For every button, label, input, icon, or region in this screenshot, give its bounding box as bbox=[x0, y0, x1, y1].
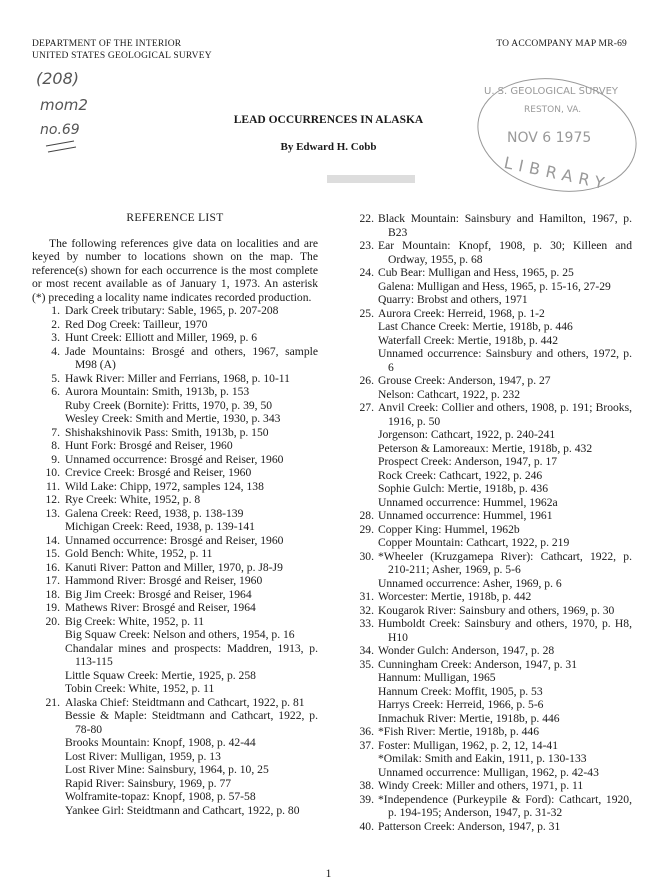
reference-entry bbox=[355, 266, 632, 307]
handwritten-line: mom2 bbox=[40, 96, 88, 114]
reference-entry bbox=[32, 331, 318, 345]
locality-reference: Worcester: Mertie, 1918b, p. 442 bbox=[378, 590, 532, 603]
left-column bbox=[32, 212, 318, 817]
locality-reference: Unnamed occurrence: Mulligan, 1962, p. 42-43 bbox=[378, 765, 599, 779]
locality-reference: Last Chance Creek: Mertie, 1918b, p. 446 bbox=[378, 320, 573, 333]
entry-number: 16. bbox=[45, 560, 60, 574]
reference-entry bbox=[355, 212, 632, 239]
locality-reference: Cub Bear: Mulligan and Hess, 1965, p. 25 bbox=[378, 266, 574, 279]
reference-entry bbox=[355, 307, 632, 375]
locality-reference: *Wheeler (Kruzgamepa River): Cathcart, 1922, p. 210-211; Asher, 1969, p. 5-6 bbox=[378, 549, 632, 576]
locality-reference: Chandalar mines and prospects: Maddren, 1913, p. 113-115 bbox=[65, 641, 318, 668]
locality-reference: Little Squaw Creek: Mertie, 1925, p. 258 bbox=[65, 668, 256, 682]
entry-number: 21. bbox=[45, 695, 60, 709]
reference-entry bbox=[355, 523, 632, 550]
locality-reference: Copper King: Hummel, 1962b bbox=[378, 522, 520, 536]
reference-entry bbox=[32, 696, 318, 818]
locality-reference: Patterson Creek: Anderson, 1947, p. 31 bbox=[378, 819, 561, 833]
entry-number: 37. bbox=[359, 738, 374, 752]
locality-reference: Grouse Creek: Anderson, 1947, p. 27 bbox=[378, 374, 551, 387]
locality-reference: Alaska Chief: Steidtmann and Cathcart, 1922, p. 81 bbox=[65, 695, 305, 709]
locality-reference: Quarry: Brobst and others, 1971 bbox=[378, 293, 528, 306]
locality-reference: Yankee Girl: Steidtmann and Cathcart, 1922, p. 80 bbox=[65, 803, 300, 817]
locality-reference: Tobin Creek: White, 1952, p. 11 bbox=[65, 682, 215, 695]
locality-reference: Brooks Mountain: Knopf, 1908, p. 42-44 bbox=[65, 736, 256, 749]
entry-number: 18. bbox=[45, 587, 60, 601]
locality-reference: Unnamed occurrence: Brosgé and Reiser, 1960 bbox=[65, 533, 284, 547]
locality-reference: Unnamed occurrence: Brosgé and Reiser, 1960 bbox=[65, 452, 284, 466]
stamp-line2: RESTON, VA. bbox=[524, 105, 582, 115]
entry-number: 32. bbox=[359, 603, 374, 617]
entry-number: 12. bbox=[45, 493, 60, 506]
survey-name: UNITED STATES GEOLOGICAL SURVEY bbox=[32, 51, 212, 61]
locality-reference: Nelson: Cathcart, 1922, p. 232 bbox=[378, 387, 521, 401]
entry-number: 36. bbox=[359, 725, 374, 738]
locality-reference: Bessie & Maple: Steidtmann and Cathcart, 1922, p. 78-80 bbox=[65, 709, 318, 736]
locality-reference: Waterfall Creek: Mertie, 1918b, p. 442 bbox=[378, 333, 559, 347]
stamp-date: NOV 6 1975 bbox=[507, 130, 592, 146]
reference-entries-right bbox=[355, 212, 632, 833]
reference-entry bbox=[32, 453, 318, 467]
locality-reference: Rye Creek: White, 1952, p. 8 bbox=[65, 493, 201, 506]
locality-reference: Kanuti River: Patton and Miller, 1970, p. J8-J9 bbox=[65, 560, 283, 574]
entry-number: 5. bbox=[51, 371, 60, 385]
locality-reference: Unnamed occurrence: Asher, 1969, p. 6 bbox=[378, 576, 562, 590]
locality-reference: Gold Bench: White, 1952, p. 11 bbox=[65, 547, 213, 560]
reference-entry bbox=[32, 547, 318, 561]
locality-reference: Lost River Mine: Sainsbury, 1964, p. 10, 25 bbox=[65, 763, 269, 776]
locality-reference: Crevice Creek: Brosgé and Reiser, 1960 bbox=[65, 466, 252, 479]
locality-reference: Hammond River: Brosgé and Reiser, 1960 bbox=[65, 574, 263, 587]
reference-entry bbox=[32, 561, 318, 575]
entry-number: 2. bbox=[51, 317, 60, 331]
reference-entry bbox=[32, 385, 318, 426]
entry-number: 8. bbox=[51, 439, 60, 452]
entry-number: 11. bbox=[45, 479, 60, 493]
right-column bbox=[355, 212, 632, 833]
locality-reference: Hawk River: Miller and Ferrians, 1968, p. 10-11 bbox=[65, 371, 290, 385]
entry-number: 13. bbox=[45, 506, 60, 520]
locality-reference: Dark Creek tributary: Sable, 1965, p. 207-208 bbox=[65, 304, 279, 317]
locality-reference: Unnamed occurrence: Hummel, 1961 bbox=[378, 509, 553, 522]
locality-reference: Michigan Creek: Reed, 1938, p. 139-141 bbox=[65, 520, 255, 533]
locality-reference: Lost River: Mulligan, 1959, p. 13 bbox=[65, 749, 221, 763]
locality-reference: Unnamed occurrence: Hummel, 1962a bbox=[378, 495, 558, 509]
reference-entry bbox=[355, 739, 632, 780]
locality-reference: Red Dog Creek: Tailleur, 1970 bbox=[65, 317, 208, 331]
locality-reference: Big Jim Creek: Brosgé and Reiser, 1964 bbox=[65, 587, 252, 601]
locality-reference: Big Squaw Creek: Nelson and others, 1954, p. 16 bbox=[65, 628, 295, 641]
stamp-line1: U. S. GEOLOGICAL SURVEY bbox=[484, 86, 619, 97]
locality-reference: Black Mountain: Sainsbury and Hamilton, 1967, p. B23 bbox=[378, 212, 632, 239]
entry-number: 30. bbox=[359, 549, 374, 563]
locality-reference: Sophie Gulch: Mertie, 1918b, p. 436 bbox=[378, 482, 549, 495]
locality-reference: Wolframite-topaz: Knopf, 1908, p. 57-58 bbox=[65, 790, 256, 803]
accompany-map-label: TO ACCOMPANY MAP MR-69 bbox=[496, 39, 627, 49]
handwritten-line: (208) bbox=[36, 69, 80, 88]
locality-reference: Windy Creek: Miller and others, 1971, p. 11 bbox=[378, 779, 584, 792]
entry-number: 9. bbox=[51, 452, 60, 466]
locality-reference: Wesley Creek: Smith and Mertie, 1930, p. 343 bbox=[65, 412, 281, 425]
entry-number: 31. bbox=[359, 590, 374, 603]
entry-number: 1. bbox=[51, 304, 60, 317]
locality-reference: Prospect Creek: Anderson, 1947, p. 17 bbox=[378, 455, 558, 468]
entry-number: 23. bbox=[359, 239, 374, 252]
entry-number: 19. bbox=[45, 601, 60, 614]
reference-entry bbox=[32, 601, 318, 615]
handwritten-line: no.69 bbox=[40, 122, 80, 138]
locality-reference: Galena Creek: Reed, 1938, p. 138-139 bbox=[65, 506, 244, 520]
entry-number: 15. bbox=[45, 547, 60, 560]
entry-number: 27. bbox=[359, 401, 374, 414]
locality-reference: Peterson & Lamoreaux: Mertie, 1918b, p. 432 bbox=[378, 441, 593, 455]
reference-entry bbox=[32, 439, 318, 453]
locality-reference: Wonder Gulch: Anderson, 1947, p. 28 bbox=[378, 644, 555, 657]
entry-number: 3. bbox=[51, 331, 60, 344]
entry-number: 6. bbox=[51, 385, 60, 398]
reference-list-intro: The following references give data on localities and are keyed by number to locations shown on the map. The reference(s) shown for each occurrence is the most complete or most recent available as of January 1, 1973. An asterisk (*) preceding a locality name indicates recorded production. bbox=[32, 236, 318, 304]
entry-number: 22. bbox=[359, 212, 374, 225]
entry-number: 17. bbox=[45, 574, 60, 587]
reference-entry bbox=[32, 588, 318, 602]
department-name: DEPARTMENT OF THE INTERIOR bbox=[32, 39, 182, 49]
document-author: By Edward H. Cobb bbox=[280, 141, 377, 153]
reference-list-heading: REFERENCE LIST bbox=[126, 212, 224, 224]
locality-reference: Rock Creek: Cathcart, 1922, p. 246 bbox=[378, 468, 543, 482]
entry-number: 25. bbox=[359, 306, 374, 320]
reference-entry bbox=[32, 318, 318, 332]
reference-entry bbox=[355, 617, 632, 644]
reference-entry bbox=[32, 426, 318, 440]
locality-reference: Copper Mountain: Cathcart, 1922, p. 219 bbox=[378, 536, 570, 549]
entry-number: 10. bbox=[45, 466, 60, 479]
locality-reference: Hannum Creek: Moffit, 1905, p. 53 bbox=[378, 684, 543, 698]
locality-reference: Ruby Creek (Bornite): Fritts, 1970, p. 39, 50 bbox=[65, 398, 273, 412]
locality-reference: Cunningham Creek: Anderson, 1947, p. 31 bbox=[378, 657, 578, 671]
locality-reference: Ear Mountain: Knopf, 1908, p. 30; Killeen and Ordway, 1955, p. 68 bbox=[378, 239, 632, 266]
faint-stamp-mark bbox=[325, 172, 420, 188]
reference-entry bbox=[32, 493, 318, 507]
locality-reference: Galena: Mulligan and Hess, 1965, p. 15-16, 27-29 bbox=[378, 279, 611, 293]
reference-entry bbox=[355, 820, 632, 834]
reference-entry bbox=[355, 374, 632, 401]
entry-number: 28. bbox=[359, 509, 374, 522]
entry-number: 40. bbox=[359, 819, 374, 833]
locality-reference: Mathews River: Brosgé and Reiser, 1964 bbox=[65, 601, 256, 614]
reference-entry bbox=[32, 304, 318, 318]
reference-entry bbox=[355, 793, 632, 820]
locality-reference: Humboldt Creek: Sainsbury and others, 1970, p. H8, H10 bbox=[378, 617, 632, 644]
reference-entry bbox=[32, 466, 318, 480]
locality-reference: Jade Mountains: Brosgé and others, 1967, sample M98 (A) bbox=[65, 344, 318, 371]
reference-entry bbox=[32, 507, 318, 534]
reference-entry bbox=[32, 345, 318, 372]
library-stamp bbox=[462, 70, 642, 200]
reference-entries-left bbox=[32, 304, 318, 817]
locality-reference: Aurora Mountain: Smith, 1913b, p. 153 bbox=[65, 385, 250, 398]
reference-entry bbox=[355, 509, 632, 523]
locality-reference: Shishakshinovik Pass: Smith, 1913b, p. 150 bbox=[65, 425, 269, 439]
reference-entry bbox=[355, 725, 632, 739]
reference-entry bbox=[32, 372, 318, 386]
locality-reference: Aurora Creek: Herreid, 1968, p. 1-2 bbox=[378, 306, 545, 320]
locality-reference: Jorgenson: Cathcart, 1922, p. 240-241 bbox=[378, 428, 556, 441]
entry-number: 39. bbox=[359, 792, 374, 806]
locality-reference: Inmachuk River: Mertie, 1918b, p. 446 bbox=[378, 711, 560, 725]
locality-reference: Big Creek: White, 1952, p. 11 bbox=[65, 614, 205, 628]
reference-entry bbox=[32, 534, 318, 548]
reference-entry bbox=[32, 615, 318, 696]
reference-entry bbox=[355, 239, 632, 266]
entry-number: 14. bbox=[45, 533, 60, 547]
entry-number: 33. bbox=[359, 617, 374, 630]
locality-reference: Unnamed occurrence: Sainsbury and others, 1972, p. 6 bbox=[378, 347, 632, 374]
entry-number: 26. bbox=[359, 374, 374, 387]
page-number: 1 bbox=[325, 868, 332, 880]
reference-entry bbox=[355, 644, 632, 658]
locality-reference: Hunt Fork: Brosgé and Reiser, 1960 bbox=[65, 439, 233, 452]
locality-reference: Harrys Creek: Herreid, 1966, p. 5-6 bbox=[378, 698, 544, 711]
locality-reference: Rapid River: Sainsbury, 1969, p. 77 bbox=[65, 776, 232, 790]
stamp-line3: LIBRARY bbox=[502, 152, 612, 194]
reference-entry bbox=[355, 550, 632, 591]
entry-number: 7. bbox=[51, 425, 60, 439]
document-title: LEAD OCCURRENCES IN ALASKA bbox=[233, 114, 424, 126]
locality-reference: Hunt Creek: Elliott and Miller, 1969, p. 6 bbox=[65, 331, 258, 344]
reference-entry bbox=[355, 590, 632, 604]
locality-reference: Foster: Mulligan, 1962, p. 2, 12, 14-41 bbox=[378, 738, 559, 752]
locality-reference: *Omilak: Smith and Eakin, 1911, p. 130-133 bbox=[378, 752, 587, 765]
entry-number: 38. bbox=[359, 779, 374, 792]
locality-reference: Wild Lake: Chipp, 1972, samples 124, 138 bbox=[65, 479, 264, 493]
entry-number: 4. bbox=[51, 344, 60, 358]
reference-entry bbox=[355, 604, 632, 618]
entry-number: 20. bbox=[45, 614, 60, 628]
entry-number: 34. bbox=[359, 644, 374, 657]
entry-number: 35. bbox=[359, 657, 374, 671]
locality-reference: *Independence (Purkeypile & Ford): Cathcart, 1920, p. 194-195; Anderson, 1947, p. 31-32 bbox=[378, 792, 632, 819]
locality-reference: Kougarok River: Sainsbury and others, 1969, p. 30 bbox=[378, 603, 615, 617]
locality-reference: Anvil Creek: Collier and others, 1908, p. 191; Brooks, 1916, p. 50 bbox=[378, 401, 632, 428]
entry-number: 24. bbox=[359, 266, 374, 279]
reference-entry bbox=[32, 574, 318, 588]
locality-reference: Hannum: Mulligan, 1965 bbox=[378, 671, 496, 684]
reference-entry bbox=[355, 658, 632, 726]
reference-entry bbox=[355, 401, 632, 509]
entry-number: 29. bbox=[359, 522, 374, 536]
reference-entry bbox=[355, 779, 632, 793]
reference-entry bbox=[32, 480, 318, 494]
department-header bbox=[32, 38, 212, 62]
locality-reference: *Fish River: Mertie, 1918b, p. 446 bbox=[378, 725, 540, 738]
